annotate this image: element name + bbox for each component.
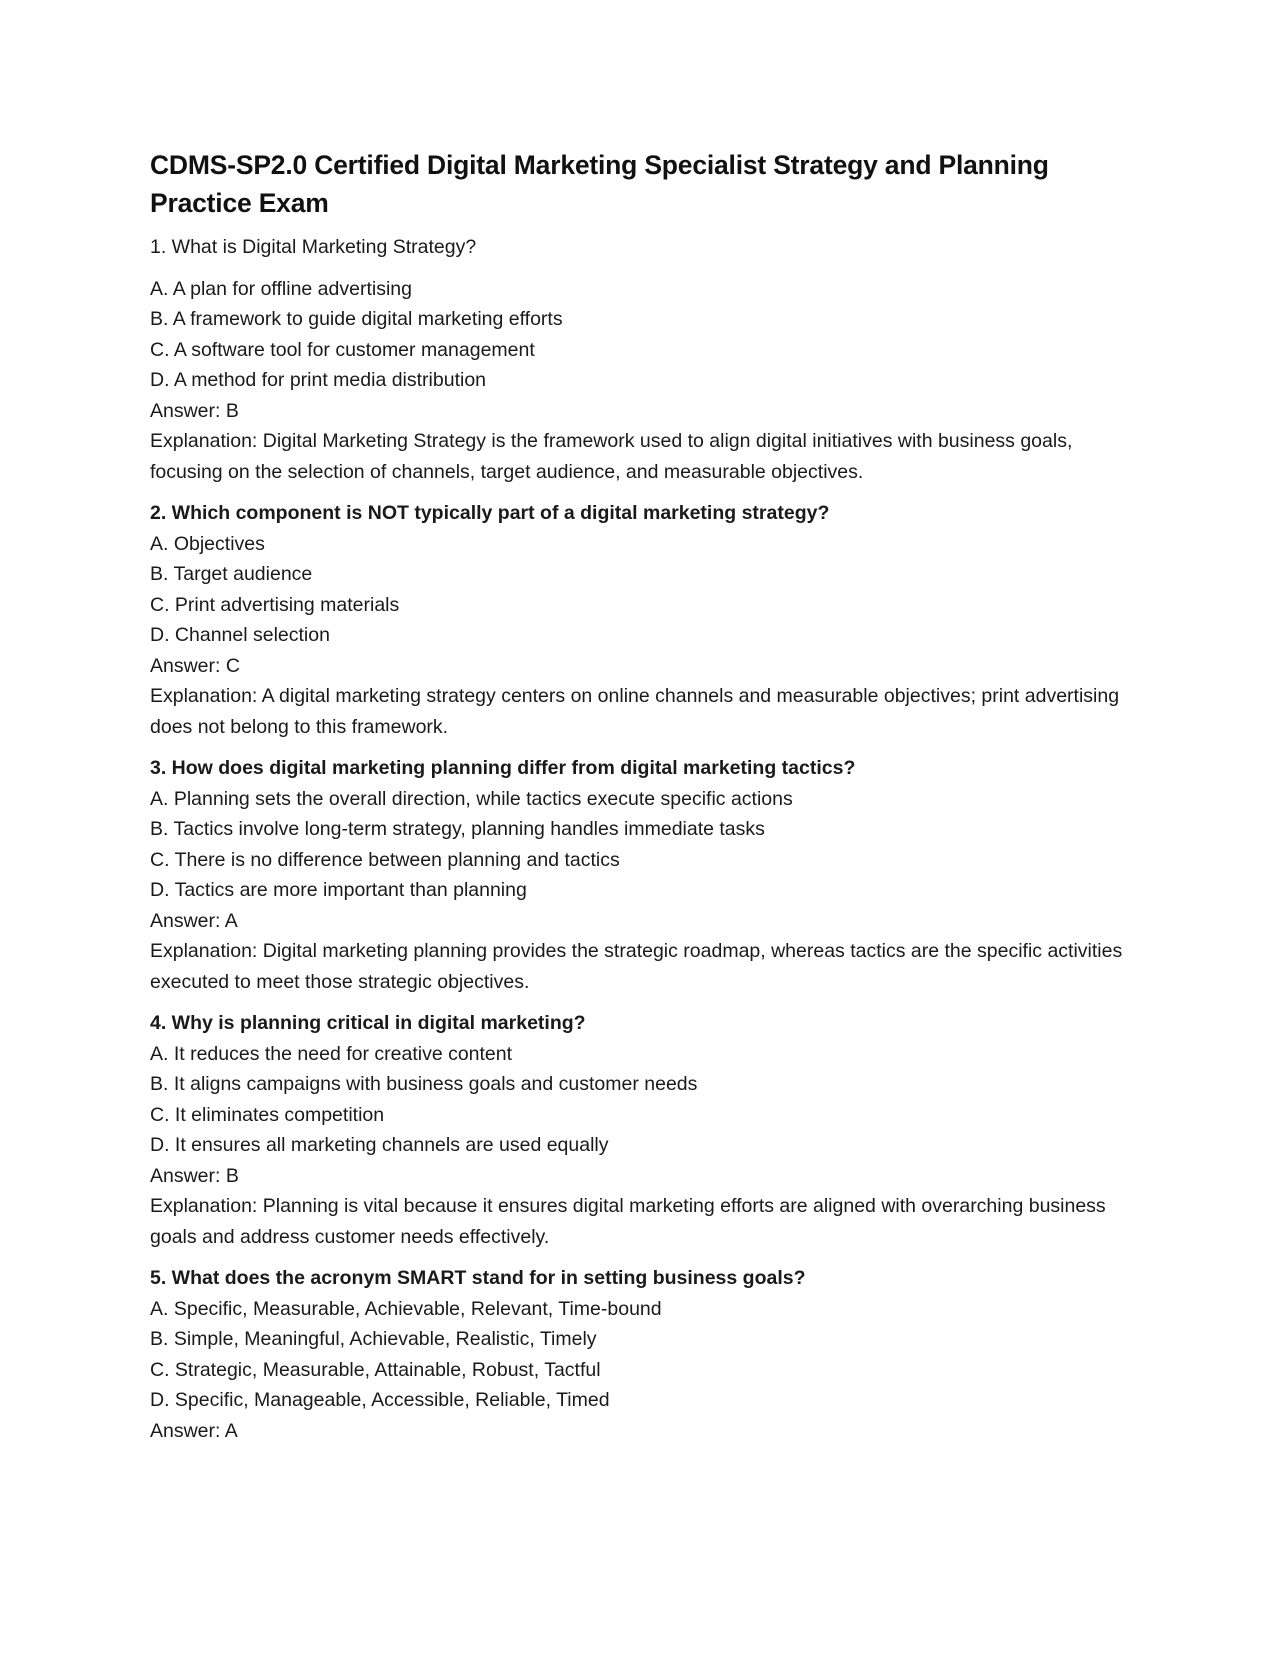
question-text: 4. Why is planning critical in digital marketing? (150, 1012, 586, 1034)
question-5 (150, 1263, 1150, 1446)
question-3 (150, 753, 1150, 997)
answer: Answer: B (150, 399, 239, 422)
option-c: C. There is no difference between planning and tactics (150, 848, 620, 871)
question-2 (150, 498, 1150, 742)
question-1 (150, 232, 1150, 487)
question-text: 5. What does the acronym SMART stand for in setting business goals? (150, 1267, 806, 1289)
explanation: Explanation: A digital marketing strategy centers on online channels and measurable objectives; print advertising does not belong to this framework. (150, 685, 1120, 738)
question-text: 1. What is Digital Marketing Strategy? (150, 236, 477, 258)
option-a: A. Planning sets the overall direction, while tactics execute specific actions (150, 787, 793, 810)
option-b: B. Tactics involve long-term strategy, planning handles immediate tasks (150, 818, 765, 840)
option-a: A. Objectives (150, 532, 265, 555)
option-a: A. It reduces the need for creative content (150, 1042, 513, 1065)
answer: Answer: A (150, 1419, 238, 1442)
answer: Answer: A (150, 909, 238, 932)
option-b: B. A framework to guide digital marketing efforts (150, 308, 563, 330)
explanation: Explanation: Planning is vital because it ensures digital marketing efforts are aligned with overarching business goals and address customer needs effectively. (150, 1195, 1106, 1248)
option-c: C. It eliminates competition (150, 1103, 385, 1126)
option-a: A. Specific, Measurable, Achievable, Relevant, Time-bound (150, 1297, 662, 1320)
option-c: C. Strategic, Measurable, Attainable, Robust, Tactful (150, 1358, 601, 1381)
option-a: A. A plan for offline advertising (150, 277, 412, 300)
option-c: C. Print advertising materials (150, 593, 400, 616)
question-4 (150, 1008, 1150, 1252)
document-page (150, 146, 1150, 1457)
question-text: 2. Which component is NOT typically part of a digital marketing strategy? (150, 502, 830, 524)
option-d: D. Channel selection (150, 624, 330, 646)
question-text: 3. How does digital marketing planning differ from digital marketing tactics? (150, 757, 856, 779)
option-d: D. It ensures all marketing channels are used equally (150, 1134, 609, 1156)
answer: Answer: C (150, 654, 240, 677)
option-b: B. It aligns campaigns with business goals and customer needs (150, 1073, 698, 1095)
option-b: B. Target audience (150, 563, 313, 585)
option-d: D. A method for print media distribution (150, 369, 487, 391)
option-b: B. Simple, Meaningful, Achievable, Realistic, Timely (150, 1328, 597, 1350)
document-title: CDMS-SP2.0 Certified Digital Marketing Specialist Strategy and Planning Practice Exam (150, 150, 1049, 218)
option-c: C. A software tool for customer management (150, 338, 535, 361)
answer: Answer: B (150, 1164, 239, 1187)
explanation: Explanation: Digital Marketing Strategy is the framework used to align digital initiatives with business goals, focusing on the selection of channels, target audience, and measurable objectives. (150, 430, 1073, 483)
explanation: Explanation: Digital marketing planning provides the strategic roadmap, whereas tactics are the specific activities executed to meet those strategic objectives. (150, 940, 1123, 993)
option-d: D. Tactics are more important than planning (150, 879, 527, 901)
option-d: D. Specific, Manageable, Accessible, Reliable, Timed (150, 1389, 610, 1411)
